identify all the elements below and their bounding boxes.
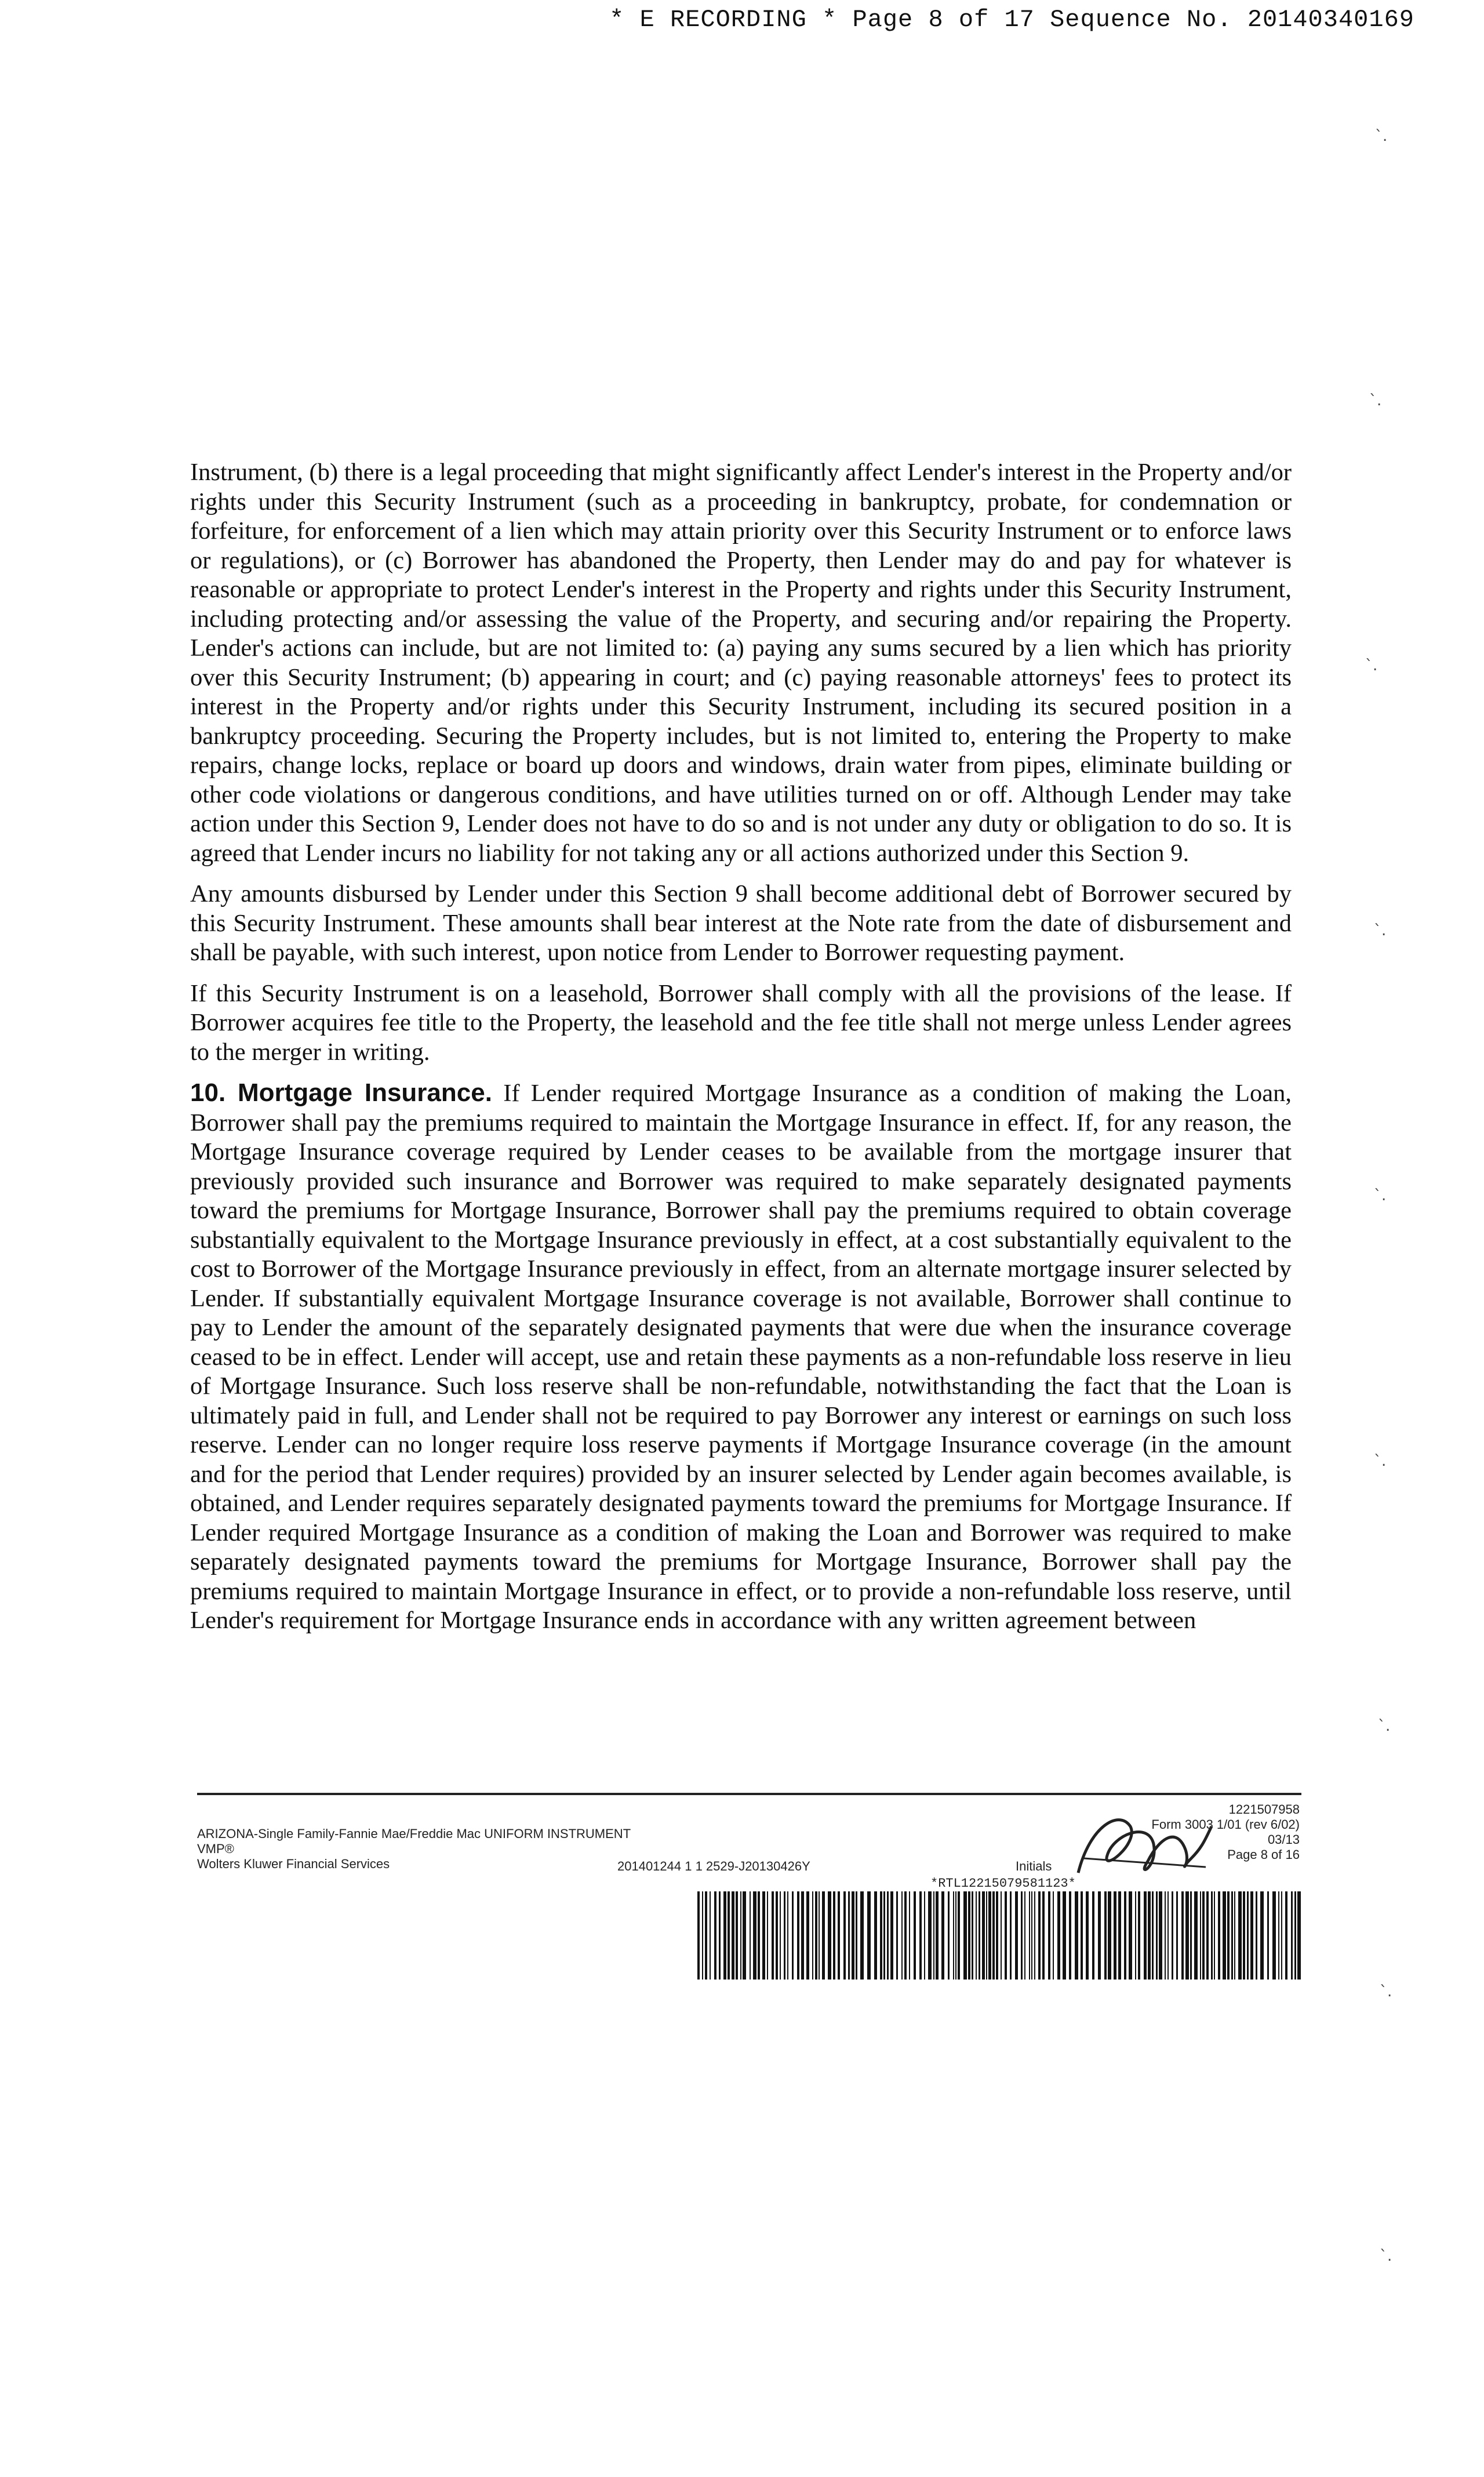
form-number: Form 3003 1/01 (rev 6/02) (1151, 1817, 1300, 1832)
scan-mark: `. (1365, 657, 1378, 674)
section-text: If Lender required Mortgage Insurance as a condition of making the Loan, Borrower shall pay the premiums required to maintain the Mortgage Insurance in effect. If, for any reason, the Mortgage Insurance coverage required by Lender ceases to be available from the mortgage insurer that previously provided such insurance and Borrower was required to make separately designated payments toward the premiums for Mortgage Insurance, Borrower shall pay the premiums required to obtain coverage substantially equivalent to the Mortgage Insurance previously in effect, at a cost substantially equivalent to the cost to Borrower of the Mortgage Insurance previously in effect, from an alternate mortgage insurer selected by Lender. If substantially equivalent Mortgage Insurance coverage is not available, Borrower shall continue to pay to Lender the amount of the separately designated payments that were due when the insurance coverage ceased to be in effect. Lender will accept, use and retain these payments as a non-refundable loss reserve in lieu of Mortgage Insurance. Such loss reserve shall be non-refundable, notwithstanding the fact that the Loan is ultimately paid in full, and Lender shall not be required to pay Borrower any interest or earnings on such loss reserve. Lender can no longer require loss reserve payments if Mortgage Insurance coverage (in the amount and for the period that Lender requires) provided by an insurer selected by Lender again becomes available, is obtained, and Lender requires separately designated payments toward the premiums for Mortgage Insurance. If Lender required Mortgage Insurance as a condition of making the Loan and Borrower was required to make separately designated payments toward the premiums for Mortgage Insurance, Borrower shall pay the premiums required to maintain Mortgage Insurance in effect, or to provide a non-refundable loss reserve, until Lender's requirement for Mortgage Insurance ends in accordance with any written agreement between (190, 1080, 1292, 1634)
scan-mark: `. (1375, 128, 1388, 145)
paragraph-section9-continued: Instrument, (b) there is a legal proceeding that might significantly affect Lender's interest in the Property and/or rights under this Security Instrument (such as a proceeding in bankruptcy, probate, for condemnation or forfeiture, for enforcement of a lien which may attain priority over this Security Instrument or to enforce laws or regulations), or (c) Borrower has abandoned the Property, then Lender may do and pay for whatever is reasonable or appropriate to protect Lender's interest in the Property and rights under this Security Instrument, including protecting and/or assessing the value of the Property, and securing and/or repairing the Property. Lender's actions can include, but are not limited to: (a) paying any sums secured by a lien which has priority over this Security Instrument; (b) appearing in court; and (c) paying reasonable attorneys' fees to protect its interest in the Property and/or rights under this Security Instrument, including its secured position in a bankruptcy proceeding. Securing the Property includes, but is not limited to, entering the Property to make repairs, change locks, replace or board up doors and windows, drain water from pipes, eliminate building or other code violations or dangerous conditions, and have utilities turned on or off. Although Lender may take action under this Section 9, Lender does not have to do so and is not under any duty or obligation to do so. It is agreed that Lender incurs no liability for not taking any or all actions authorized under this Section 9. (190, 459, 1292, 867)
barcode (697, 1891, 1303, 1980)
scan-mark: `. (1380, 1983, 1392, 2000)
scan-mark: `. (1369, 392, 1382, 409)
recording-header: * E RECORDING * Page 8 of 17 Sequence No. 20140340169 (609, 6, 1414, 34)
date-code: 03/13 (1267, 1832, 1300, 1847)
document-body (190, 458, 1292, 1647)
sequence-code: 201401244 1 1 2529-J20130426Y (617, 1859, 810, 1873)
section-heading: 10. Mortgage Insurance. (190, 1078, 492, 1107)
paragraph-mortgage-insurance (190, 1078, 1292, 1636)
form-identification (197, 1826, 631, 1872)
scan-mark: `. (1374, 922, 1387, 939)
paragraph-leasehold: If this Security Instrument is on a leasehold, Borrower shall comply with all the provisions of the lease. If Borrower acquires fee title to the Property, the leasehold and the fee title shall not merge unless Lender agrees to the merger in writing. (190, 979, 1292, 1066)
footer-divider (197, 1793, 1301, 1795)
initials-signature (1067, 1803, 1217, 1890)
barcode-label: *RTL12215079581123* (930, 1876, 1076, 1891)
scan-mark: `. (1374, 1452, 1387, 1470)
page-label: Page 8 of 16 (1227, 1847, 1300, 1862)
paragraph-disbursed-amounts: Any amounts disbursed by Lender under this Section 9 shall become additional debt of Borrower secured by this Security Instrument. These amounts shall bear interest at the Note rate from the date of disbursement and shall be payable, with such interest, upon notice from Lender to Borrower requesting payment. (190, 880, 1292, 966)
loan-number: 1221507958 (1228, 1802, 1300, 1817)
vmp-label: VMP® (197, 1842, 234, 1856)
scan-mark: `. (1380, 2247, 1392, 2265)
publisher-label: Wolters Kluwer Financial Services (197, 1857, 390, 1871)
scan-mark: `. (1374, 1187, 1387, 1204)
form-title: ARIZONA-Single Family-Fannie Mae/Freddie Mac UNIFORM INSTRUMENT (197, 1826, 631, 1841)
initials-label: Initials (1016, 1859, 1052, 1873)
scan-mark: `. (1378, 1717, 1391, 1735)
